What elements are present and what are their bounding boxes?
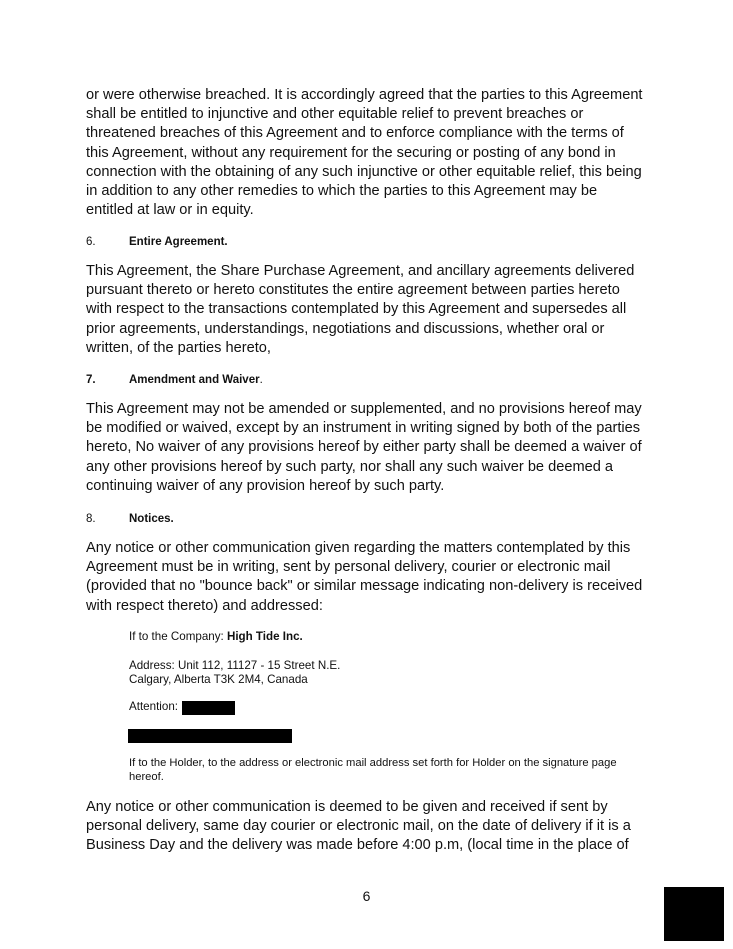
company-address xyxy=(129,659,340,687)
section-number: 8. xyxy=(86,513,96,525)
paragraph-remedies: or were otherwise breached. It is accordingly agreed that the parties to this Agreement shall be entitled to injunctive and other equitable relief to prevent breaches or threatened breaches of this Agreement and to enforce compliance with the terms of this Agreement, without any requirement for the securing or posting of any bond in connection with the obtaining of any such injunctive or other equitable relief, this being in addition to any other remedies to which the parties to this Agreement may be entitled at law or in equity. xyxy=(86,87,643,219)
holder-notice-line: If to the Holder, to the address or electronic mail address set forth for Holder on the signature page hereof. xyxy=(129,757,617,783)
section-title: Amendment and Waiver xyxy=(129,374,260,386)
company-prefix: If to the Company: xyxy=(129,630,227,643)
paragraph-amendment-waiver: This Agreement may not be amended or supplemented, and no provisions hereof may be modified or waived, except by an instrument in writing signed by both of the parties hereto, No waiver of any provisions hereof by either party shall be deemed a waiver of any other provisions hereof by such party, nor shall any such waiver be deemed a continuing waiver of any provision hereof by such party. xyxy=(86,401,642,494)
company-notice-line xyxy=(129,630,303,644)
redaction-bar-email xyxy=(128,729,292,743)
redaction-block-corner xyxy=(664,887,724,941)
section-title-period: . xyxy=(259,374,263,386)
paragraph-notices: Any notice or other communication given regarding the matters contemplated by this Agreement must be in writing, sent by personal delivery, courier or electronic mail (provided that no "bounce back" or similar message indicating non-delivery is received with respect thereto) and addressed: xyxy=(86,540,643,614)
paragraph-entire-agreement: This Agreement, the Share Purchase Agreement, and ancillary agreements delivered pursuant thereto or hereto constitutes the entire agreement between parties hereto with respect to the transactions contemplated by this Agreement and supersedes all prior agreements, understandings, negotiations and discussions, whether oral or written, of the parties hereto, xyxy=(86,263,635,356)
section-heading-entire-agreement xyxy=(86,235,228,249)
attention-label: Attention: xyxy=(129,700,178,713)
section-number: 6. xyxy=(86,236,96,248)
section-heading-amendment-waiver xyxy=(86,373,263,387)
section-title: Entire Agreement. xyxy=(129,236,228,248)
address-line-2: Calgary, Alberta T3K 2M4, Canada xyxy=(129,673,308,686)
paragraph-deemed-delivery: Any notice or other communication is deemed to be given and received if sent by personal delivery, same day courier or electronic mail, on the date of delivery if it is a Business Day and the delivery was made before 4:00 p.m, (local time in the place of xyxy=(86,799,631,854)
section-number: 7. xyxy=(86,374,96,386)
redaction-bar-attention xyxy=(182,701,235,715)
section-title: Notices. xyxy=(129,513,174,525)
page-number: 6 xyxy=(362,888,371,904)
section-heading-notices xyxy=(86,512,174,526)
company-name: High Tide Inc. xyxy=(226,630,303,643)
address-line-1: Address: Unit 112, 11127 - 15 Street N.E. xyxy=(129,659,341,672)
